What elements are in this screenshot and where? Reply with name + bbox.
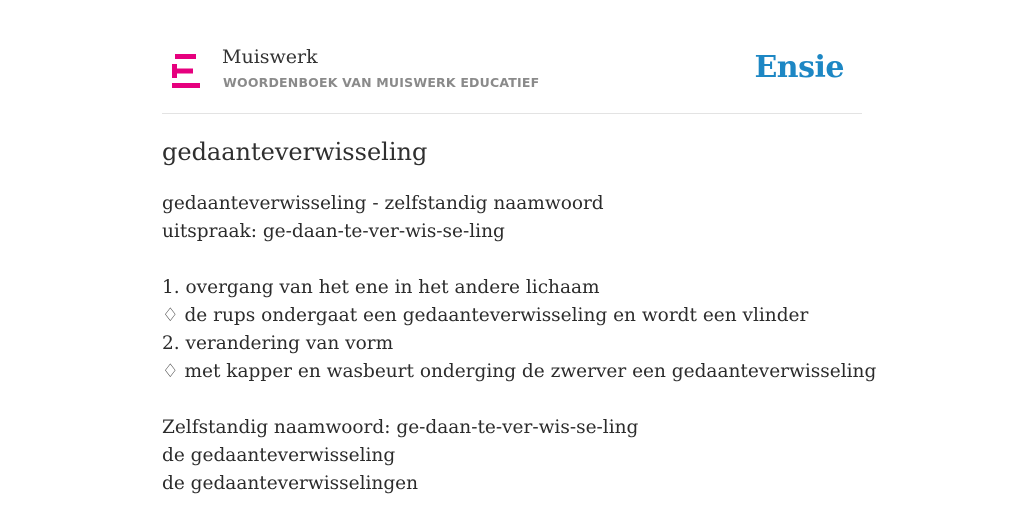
example-1: ♢ de rups ondergaat een gedaanteverwisseling en wordt een vlinder [162,305,809,326]
brand-title[interactable]: Muiswerk [222,46,318,68]
meaning-2: 2. verandering van vorm [162,333,394,354]
page-title: gedaanteverwisseling [162,138,428,166]
spacer [162,246,862,274]
entry-content [162,134,877,498]
ensie-logo-link[interactable]: Ensie [754,50,844,85]
pronunciation-line: uitspraak: ge-daan-te-ver-wis-se-ling [162,221,505,242]
singular-form: de gedaanteverwisseling [162,445,396,466]
brand-subtitle: WOORDENBOEK VAN MUISWERK EDUCATIEF [223,75,540,90]
definition-body [162,190,877,498]
meaning-1: 1. overgang van het ene in het andere lichaam [162,277,600,298]
spacer [162,386,862,414]
entry-word-class-line: gedaanteverwisseling - zelfstandig naamwoord [162,193,604,214]
noun-syllables-line: Zelfstandig naamwoord: ge-daan-te-ver-wis-se-ling [162,417,639,438]
plural-form: de gedaanteverwisselingen [162,473,419,494]
muiswerk-logo-icon[interactable] [172,54,200,88]
site-header [162,40,862,114]
example-2: ♢ met kapper en wasbeurt onderging de zwerver een gedaanteverwisseling [162,361,877,382]
